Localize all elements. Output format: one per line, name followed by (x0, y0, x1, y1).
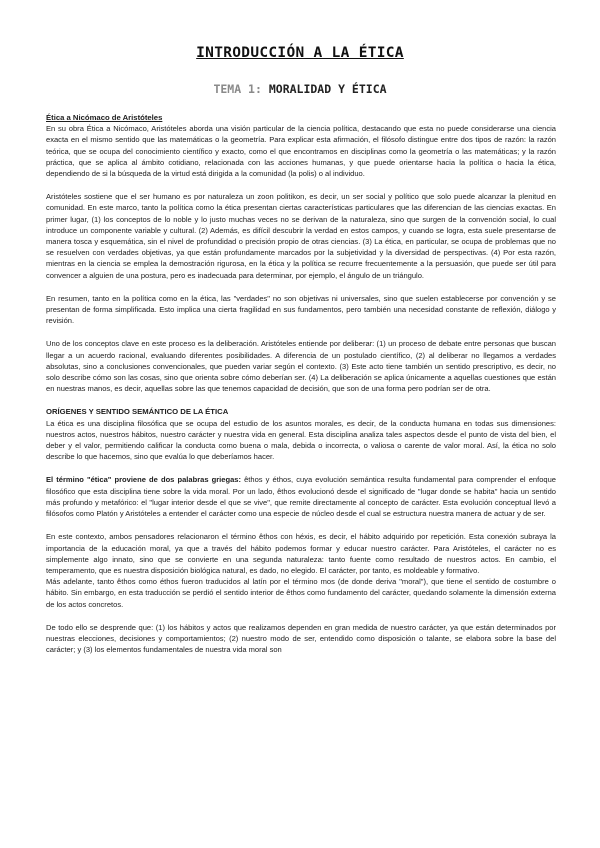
paragraph (46, 474, 556, 519)
section-heading-origenes: ORÍGENES Y SENTIDO SEMÁNTICO DE LA ÉTICA (46, 407, 229, 417)
page-subtitle (0, 82, 600, 96)
paragraph: En resumen, tanto en la política como en la ética, las "verdades" no son objetivas ni universales, sino que suelen establecerse por convención y se presentan de forma simplificada. Esto implica una cierta fragilidad en sus fundamentos, pero también una necesidad constante de reflexión, diálogo y revisión. (46, 293, 556, 326)
page-title: INTRODUCCIÓN A LA ÉTICA (196, 45, 404, 61)
paragraph-lead: El término "ética" proviene de dos palabras griegas: (46, 475, 241, 485)
paragraph: Uno de los conceptos clave en este proceso es la deliberación. Aristóteles entiende por deliberar: (1) un proceso de debate entre personas que buscan llegar a un acuerdo racional, evaluando diferentes posibilidades. A diferencia de un postulado científico, (2) al deliberar no llegamos a verdades absolutas, sino a conclusiones convencionales, que pueden variar según el contexto. (3) Este acto tiene también un sentido prescriptivo, es decir, no solo describe cómo son las cosas, sino que orienta sobre cómo deberían ser. (4) La deliberación se aplica únicamente a aquellas cuestiones que están en nuestras manos, es decir, aquellas sobre las que tenemos capacidad de decisión, que son de una forma pero podrían ser de otra. (46, 339, 556, 394)
paragraph-rest: êthos y éthos, cuya evolución semántica resulta fundamental para comprender el enfoque filosófico que esta disciplina tiene sobre la vida moral. Por un lado, êthos evolucionó desde el significado de "lugar donde se habita" hacia un sentido más profundo y metafórico: el "lugar interior desde el que se vive", que remite directamente al concepto de carácter. Esta evolución conceptual llevó a filósofos como Platón y Aristóteles a entender el carácter como una especie de núcleo desde el cual se estructura nuestra manera de actuar y de ser. (46, 475, 556, 519)
paragraph: En su obra Ética a Nicómaco, Aristóteles aborda una visión particular de la ciencia política, destacando que esta no puede considerarse una ciencia exacta en el mismo sentido que las matemáticas o la geometría. Para explicar esta afirmación, el filósofo distingue entre dos tipos de razón: la razón teórica, que se ocupa del conocimiento científico y exacto, como el que encontramos en disciplinas como la geometría o las matemáticas; y la razón práctica, que se aplica al ámbito cotidiano, relacionada con las acciones humanas, y que puede orientarse hacia la política o hacia la ética, dependiendo de si la búsqueda de la virtud está dirigida a la comunidad (la polis) o al individuo. (46, 124, 556, 179)
document-body (46, 112, 556, 667)
section-heading-nicomaco: Ética a Nicómaco de Aristóteles (46, 113, 163, 122)
paragraph: Más adelante, tanto êthos como éthos fueron traducidos al latín por el término mos (de donde deriva "moral"), que tiene el sentido de costumbre o hábito. Sin embargo, en esta traducción se perdió el sentido interior de êthos como fundamento del carácter, quedando solamente la dimensión externa de los actos concretos. (46, 577, 556, 609)
paragraph: En este contexto, ambos pensadores relacionaron el término êthos con héxis, es decir, el hábito adquirido por repetición. Esta conexión subraya la importancia de la educación moral, ya que a través del hábito podemos formar y educar nuestro carácter. Para Aristóteles, el carácter no es simplemente algo innato, sino que se convierte en una segunda naturaleza: tanto fuente como resultado de nuestros actos. En cambio, el temperamento, que es nuestra disposición biológica natural, es dado, no elegido. El carácter, por tanto, es moldeable y formativo. (46, 532, 556, 575)
subtitle-text: MORALIDAD Y ÉTICA (268, 82, 387, 96)
subtitle-label: TEMA 1: (213, 82, 262, 96)
paragraph: Aristóteles sostiene que el ser humano es por naturaleza un zoon politikon, es decir, un ser social y político que solo puede alcanzar la plenitud en comunidad. En este marco, tanto la política como la ética presentan ciertas características particulares que las diferencian de las ciencias exactas. En primer lugar, (1) los conceptos de lo noble y lo justo muchas veces no se derivan de la naturaleza, sino que surgen de la convención social, lo cual introduce un componente variable y cultural. (2) Además, es difícil descubrir la verdad en estos campos, y cuando se logra, esta suele presentarse de manera tosca y esquemática, sin el nivel de profundidad o precisión propio de otras ciencias. (3) La ética, en particular, se ocupa de problemas que no se resuelven con verdades objetivas, ya que están profundamente marcados por la subjetividad y la diversidad de perspectivas. (4) Por esta razón, mientras en la ciencia se emplea la demostración rigurosa, en la ética y la política se recurre frecuentemente a la persuasión, que puede ser útil para convencer a alguien de una postura, pero es inadecuada para determinar, por ejemplo, el ángulo de un triángulo. (46, 192, 556, 280)
paragraph: De todo ello se desprende que: (1) los hábitos y actos que realizamos dependen en gran medida de nuestro carácter, ya que están determinados por nuestras elecciones, decisiones y comportamientos; (2) nuestro modo de ser, entendido como disposición o talante, se elabora sobre la base del carácter; y (3) los elementos fundamentales de nuestra vida moral son (46, 622, 556, 655)
paragraph: La ética es una disciplina filosófica que se ocupa del estudio de los asuntos morales, es decir, de la conducta humana en todas sus dimensiones: nuestros actos, nuestros hábitos, nuestro carácter y nuestra vida en general. Esta disciplina analiza tales aspectos desde el punto de vista del bien, el deber y el valor, permitiendo calificar la conducta como buena o mala, debida o incorrecta, o valiosa o carente de valor moral. Así, la ética no solo describe lo que hacemos, sino que evalúa lo que deberíamos hacer. (46, 418, 556, 462)
